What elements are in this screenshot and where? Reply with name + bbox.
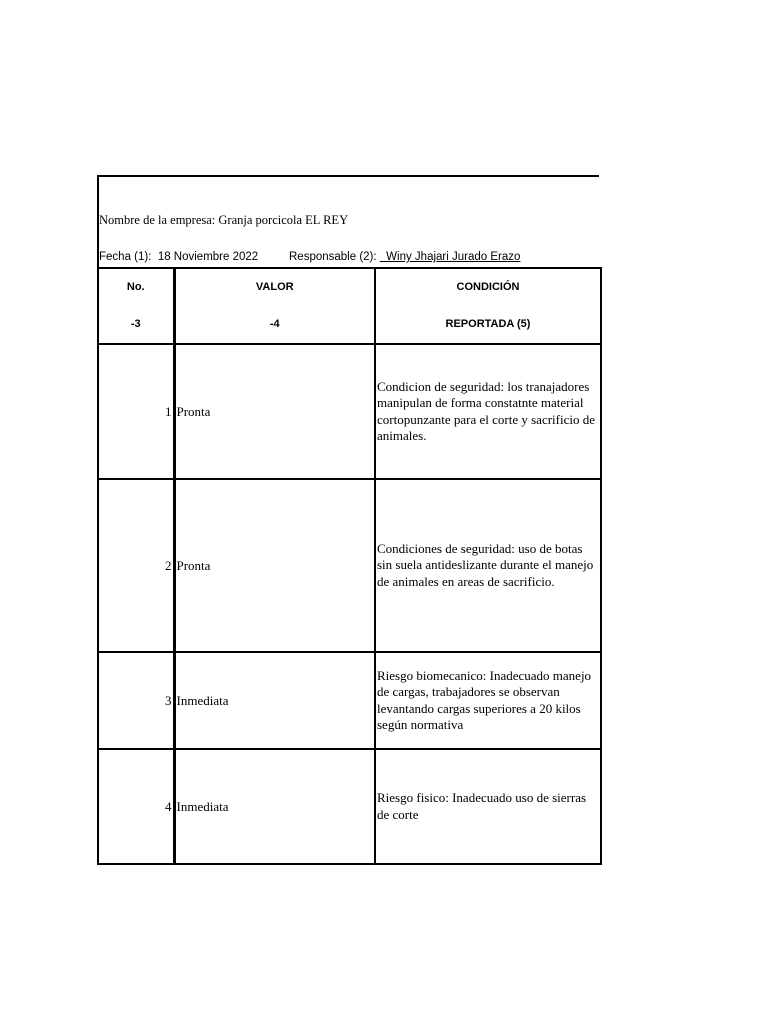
row-condicion: Condiciones de seguridad: uso de botas sin suela antideslizante durante el manejo de animales en areas de sacrificio.: [375, 479, 601, 652]
responsible-label: Responsable (2):: [289, 251, 377, 263]
date-field: [99, 251, 258, 263]
row-number: 4: [98, 749, 174, 864]
date-label: Fecha (1):: [99, 251, 152, 263]
table-header-row: [98, 268, 601, 344]
table-row: [98, 344, 601, 479]
row-number: 1: [98, 344, 174, 479]
responsible-field: [289, 251, 520, 263]
responsible-value: Winy Jhajari Jurado Erazo: [379, 251, 521, 263]
row-condicion: Condicion de seguridad: los tranajadores manipulan de forma constatnte material cortopunzante para el corte y sacrificio de animales.: [375, 344, 601, 479]
row-number: 2: [98, 479, 174, 652]
conditions-table: [97, 267, 602, 865]
column-header-condicion: CONDICIÓN REPORTADA (5): [375, 268, 601, 344]
company-name: Nombre de la empresa: Granja porcicola EL REY: [99, 213, 349, 227]
row-condicion: Riesgo biomecanico: Inadecuado manejo de cargas, trabajadores se observan levantando cargas superiores a 20 kilos según normativa: [375, 652, 601, 749]
date-value: 18 Noviembre 2022: [157, 251, 259, 263]
row-condicion: Riesgo fisico: Inadecuado uso de sierras de corte: [375, 749, 601, 864]
column-header-no: No. -3: [98, 268, 174, 344]
row-valor: Inmediata: [174, 652, 375, 749]
table-row: [98, 749, 601, 864]
table-row: [98, 479, 601, 652]
column-header-valor: VALOR -4: [174, 268, 375, 344]
row-valor: Pronta: [174, 479, 375, 652]
row-number: 3: [98, 652, 174, 749]
top-border-line: [97, 175, 599, 177]
row-valor: Inmediata: [174, 749, 375, 864]
row-valor: Pronta: [174, 344, 375, 479]
table-row: [98, 652, 601, 749]
